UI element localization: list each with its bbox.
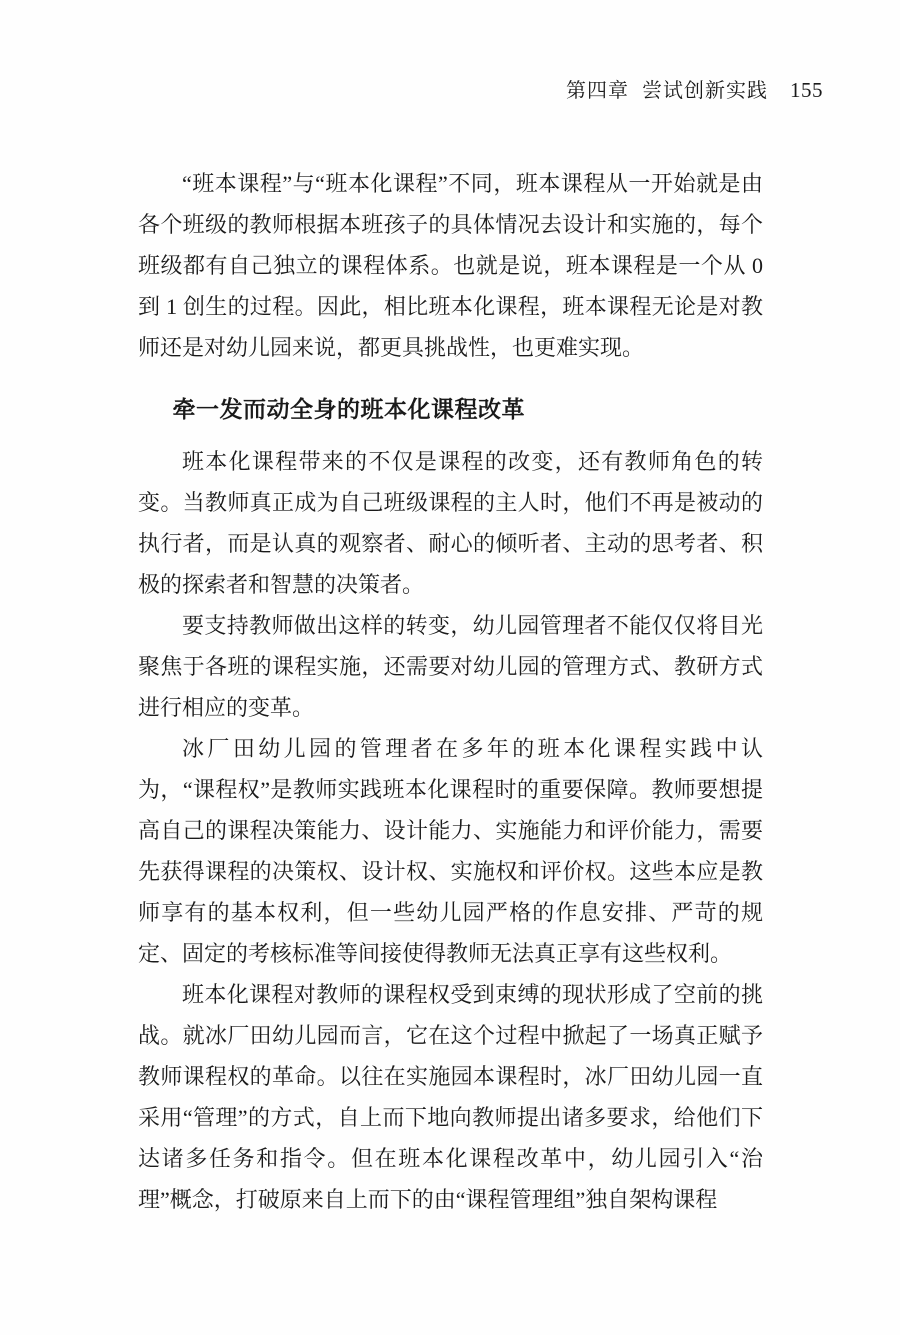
- paragraph-governance-reform: 班本化课程对教师的课程权受到束缚的现状形成了空前的挑战。就冰厂田幼儿园而言，它在这个过程中掀起了一场真正赋予教师课程权的革命。以往在实施园本课程时，冰厂田幼儿园一直采用“管理”的方式，自上而下地向教师提出诸多要求，给他们下达诸多任务和指令。但在班本化课程改革中，幼儿园引入“治理”概念，打破原来自上而下的由“课程管理组”独自架构课程: [138, 982, 763, 1212]
- chapter-title: 尝试创新实践: [642, 80, 768, 102]
- page-header: [566, 74, 823, 103]
- running-head-chapter: [566, 74, 768, 103]
- paragraph-intro: “班本课程”与“班本化课程”不同，班本课程从一开始就是由各个班级的教师根据本班孩子的具体情况去设计和实施的，每个班级都有自己独立的课程体系。也就是说，班本课程是一个从 0 到 1 创生的过程。因此，相比班本化课程，班本课程无论是对教师还是对幼儿园来说，都更具挑战性，也更难实现。: [138, 171, 763, 360]
- section-heading: 牵一发而动全身的班本化课程改革: [172, 396, 525, 422]
- page-number: 155: [790, 78, 823, 102]
- paragraph-teacher-role: 班本化课程带来的不仅是课程的改变，还有教师角色的转变。当教师真正成为自己班级课程的主人时，他们不再是被动的执行者，而是认真的观察者、耐心的倾听者、主动的思考者、积极的探索者和智慧的决策者。: [138, 449, 763, 597]
- paragraph-management-change: 要支持教师做出这样的转变，幼儿园管理者不能仅仅将目光聚焦于各班的课程实施，还需要对幼儿园的管理方式、教研方式进行相应的变革。: [138, 613, 763, 720]
- paragraph-curriculum-rights: 冰厂田幼儿园的管理者在多年的班本化课程实践中认为，“课程权”是教师实践班本化课程时的重要保障。教师要想提高自己的课程决策能力、设计能力、实施能力和评价能力，需要先获得课程的决策权、设计权、实施权和评价权。这些本应是教师享有的基本权利，但一些幼儿园严格的作息安排、严苛的规定、固定的考核标准等间接使得教师无法真正享有这些权利。: [138, 736, 763, 966]
- chapter-number: 第四章: [566, 80, 629, 102]
- body-text: [138, 163, 763, 1220]
